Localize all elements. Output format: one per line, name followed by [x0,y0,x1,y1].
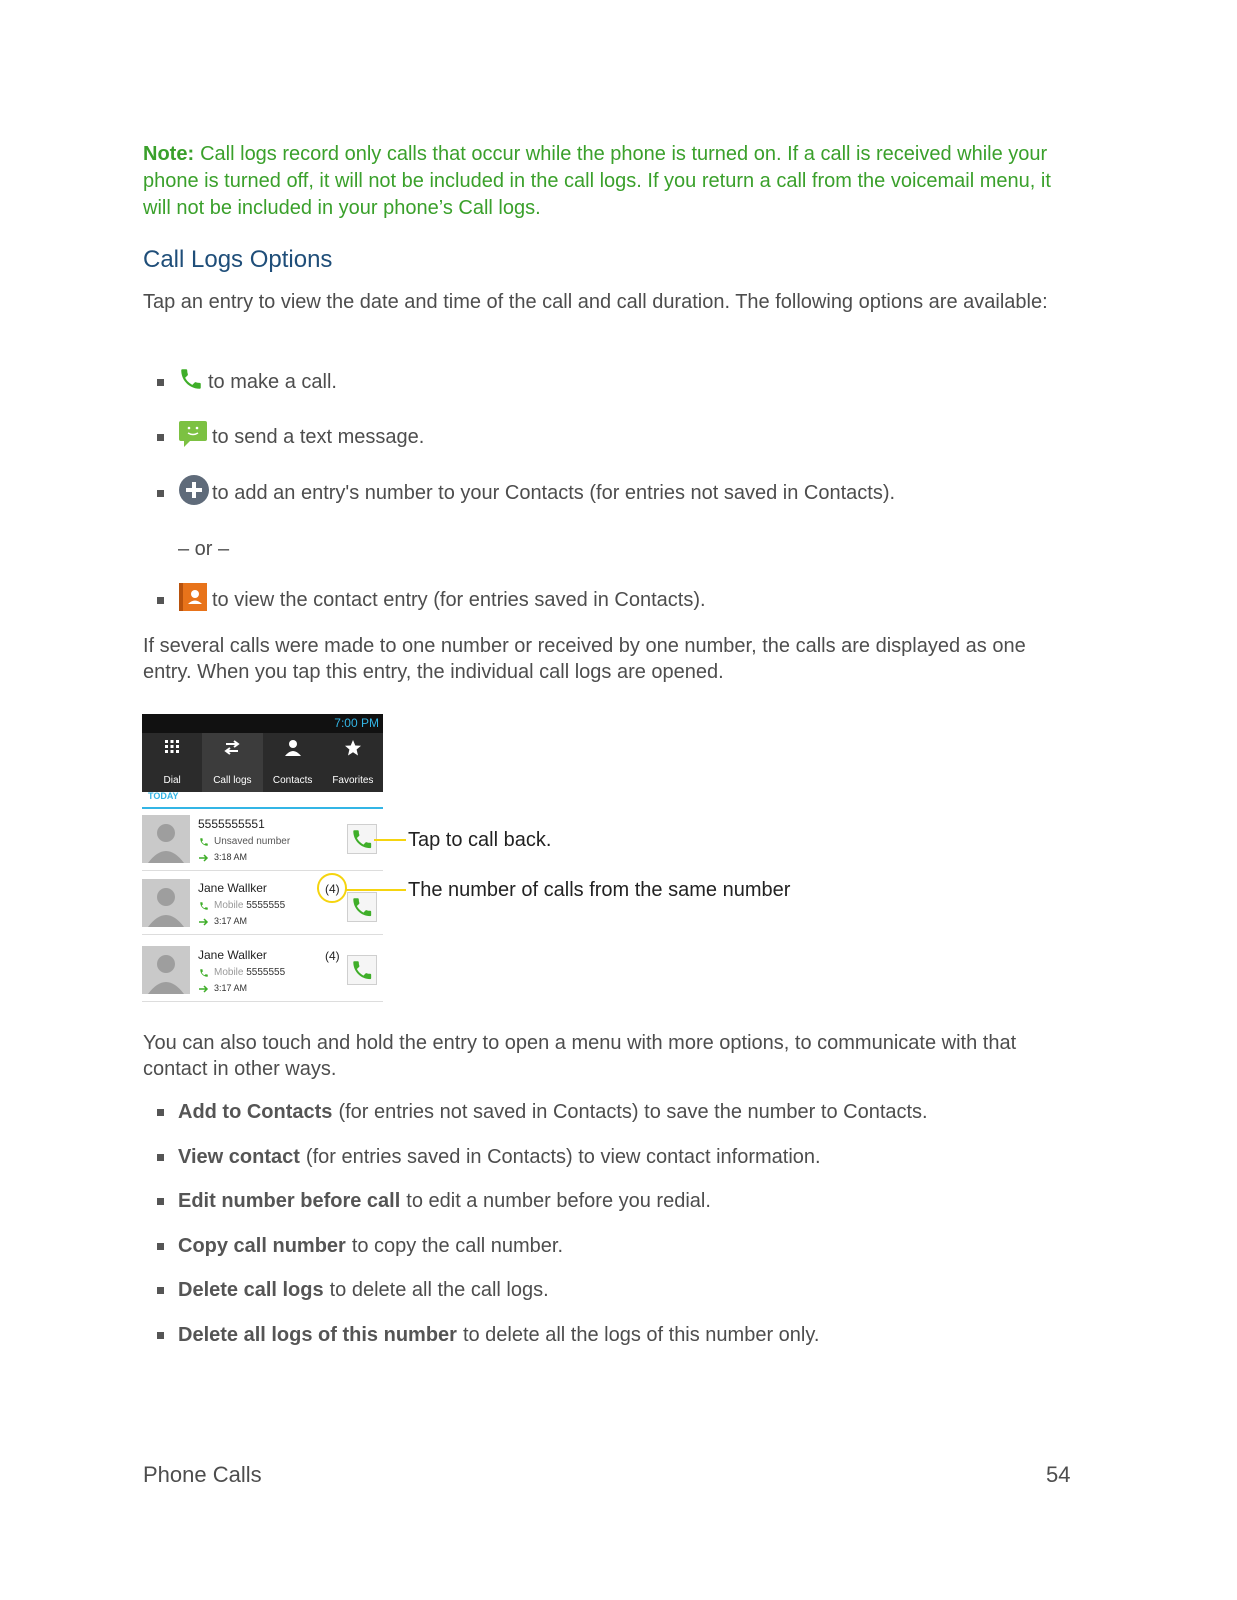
menu-item-copy-number [157,1235,563,1258]
entry-time: 3:17 AM [214,916,248,926]
entry-time: 3:17 AM [214,983,248,993]
entry-name: Jane Wallker [198,881,267,895]
option-item-add-contact [157,474,895,512]
contact-card-icon [178,582,208,618]
bullet-icon [157,379,164,386]
avatar [142,815,190,863]
message-icon [178,420,208,454]
phone-icon [178,366,204,398]
entry-divider [142,934,383,935]
note-block [143,141,1073,222]
entry-type: Mobile [214,967,244,978]
entry-type: Mobile [214,900,244,911]
tab-label: Call logs [213,775,252,786]
menu-item-desc: to delete all the logs of this number only. [462,1324,820,1346]
call-back-button[interactable] [347,955,377,985]
menu-item-add-to-contacts [157,1101,928,1124]
add-contact-icon [178,474,210,512]
call-count-badge: (4) [325,949,340,963]
status-time: 7:00 PM [334,716,379,730]
option-item-message [157,420,424,454]
menu-item-view-contact [157,1146,821,1169]
call-logs-icon [223,739,241,757]
page-number: 54 [1046,1462,1071,1487]
call-count-badge: (4) [325,882,340,896]
tab-label: Dial [163,775,181,786]
grouped-paragraph: If several calls were made to one number or received by one number, the calls are displayed as one entry. When you tap this entry, the individual call logs are opened. [143,635,1026,683]
section-intro: Tap an entry to view the date and time of the call and call duration. The following options are available: [143,291,1048,313]
callout-lines [310,820,420,930]
menu-item-name: Delete all logs of this number [178,1324,457,1346]
phone-icon [199,968,209,978]
or-separator: – or – [178,538,230,560]
phone-icon [348,956,376,984]
footer-section: Phone Calls [143,1462,262,1487]
menu-item-desc: (for entries not saved in Contacts) to save the number to Contacts. [338,1101,928,1123]
menu-item-name: Edit number before call [178,1190,401,1212]
star-icon [344,739,362,757]
avatar [142,879,190,927]
avatar [142,946,190,994]
phone-icon [199,901,209,911]
note-label: Note: [143,143,195,165]
outgoing-arrow-icon [199,854,209,862]
menu-item-desc: (for entries saved in Contacts) to view contact information. [305,1146,821,1168]
option-text: to add an entry's number to your Contacts (for entries not saved in Contacts). [212,481,896,504]
person-icon [284,739,302,757]
tab-favorites[interactable] [323,733,383,792]
menu-item-name: View contact [178,1146,300,1168]
today-divider [142,807,383,809]
bullet-icon [157,1109,164,1116]
option-text: to view the contact entry (for entries saved in Contacts). [212,588,706,611]
bullet-icon [157,1154,164,1161]
option-text: to send a text message. [212,425,425,448]
tab-dial[interactable] [142,733,202,792]
phone-icon [199,837,209,847]
callout-call-back: Tap to call back. [408,829,552,851]
menu-item-name: Copy call number [178,1235,346,1257]
bullet-icon [157,597,164,604]
bullet-icon [157,490,164,497]
entry-type: Unsaved number [214,836,291,847]
call-log-entry[interactable] [142,942,383,1002]
today-label: TODAY [148,791,179,801]
entry-type-row [214,967,285,978]
bullet-icon [157,1198,164,1205]
note-text: Call logs record only calls that occur while the phone is turned on. If a call is received while your phone is turned off, it will not be included in the call logs. If you return a call from the voicemail menu, it will not be included in your phone’s Call logs. [143,143,1051,219]
bullet-icon [157,1332,164,1339]
tab-label: Favorites [332,775,374,786]
menu-item-name: Delete call logs [178,1279,324,1301]
section-title: Call Logs Options [143,246,333,273]
entry-name: Jane Wallker [198,948,267,962]
option-text: to make a call. [208,370,337,393]
menu-item-desc: to edit a number before you redial. [406,1190,711,1212]
menu-item-name: Add to Contacts [178,1101,333,1123]
hold-paragraph: You can also touch and hold the entry to open a menu with more options, to communicate with that contact in other ways. [143,1032,1017,1080]
bullet-icon [157,434,164,441]
outgoing-arrow-icon [199,985,209,993]
bullet-icon [157,1287,164,1294]
dialpad-icon [163,739,181,757]
entry-type-row [214,900,285,911]
menu-item-delete-call-logs [157,1279,549,1302]
entry-time: 3:18 AM [214,852,248,862]
entry-divider [142,1001,383,1002]
option-item-call [157,366,337,398]
tab-contacts[interactable] [263,733,323,792]
entry-number: 5555555 [246,967,286,978]
bullet-icon [157,1243,164,1250]
entry-name: 5555555551 [198,817,265,831]
tab-label: Contacts [272,775,313,786]
phone-tab-bar [142,733,383,792]
callout-call-count: The number of calls from the same number [408,879,791,901]
outgoing-arrow-icon [199,918,209,926]
menu-item-edit-number [157,1190,711,1213]
menu-item-desc: to copy the call number. [351,1235,564,1257]
status-bar [142,714,383,733]
option-item-view-contact [157,582,706,618]
menu-item-desc: to delete all the call logs. [329,1279,549,1301]
entry-number: 5555555 [246,900,286,911]
tab-call-logs[interactable] [202,733,262,792]
menu-item-delete-number-logs [157,1324,819,1347]
